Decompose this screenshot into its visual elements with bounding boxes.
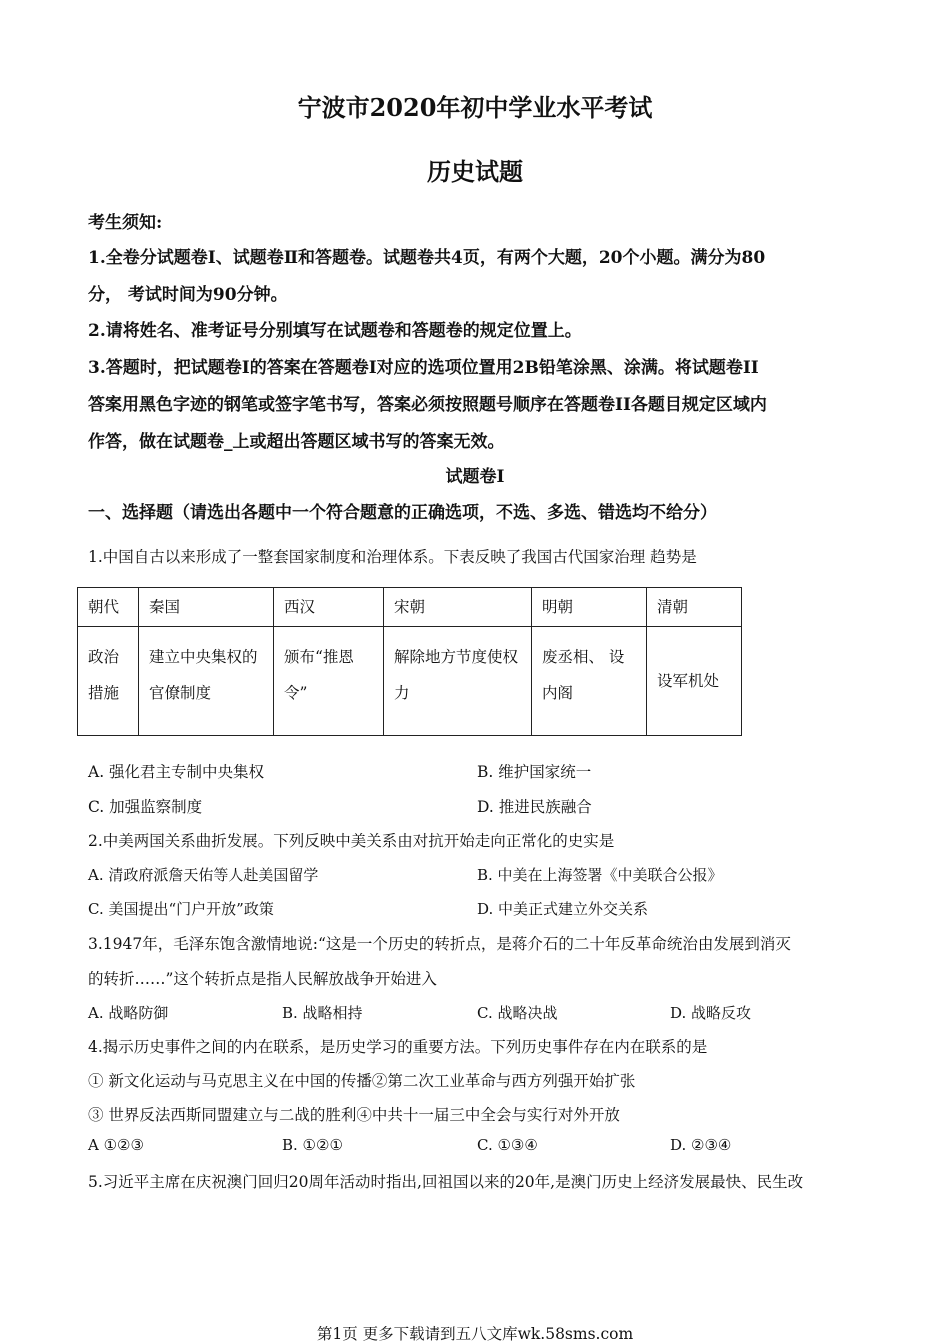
table-cell: 颁布“推恩令” — [274, 627, 384, 736]
q1-option-d[interactable]: D. 推进民族融合 — [477, 798, 592, 816]
notice-heading: 考生须知: — [88, 213, 163, 233]
q4-option-a[interactable]: A ①②③ — [88, 1136, 144, 1154]
q4-option-d[interactable]: D. ②③④ — [670, 1136, 732, 1154]
part-heading: 一、选择题（请选出各题中一个符合题意的正确选项，不选、多选、错选均不给分） — [88, 503, 717, 523]
q3-stem-b: 的转折……”这个转折点是指人民解放战争开始进入 — [88, 970, 437, 988]
q4-item-a: ① 新文化运动与马克思主义在中国的传播②第二次工业革命与西方列强开始扩张 — [88, 1072, 636, 1090]
q2-option-c[interactable]: C. 美国提出“门户开放”政策 — [88, 900, 274, 918]
page-title: 宁波市2020年初中学业水平考试 — [297, 93, 653, 122]
q3-option-b[interactable]: B. 战略相持 — [282, 1004, 363, 1022]
q3-stem-a: 3.1947年，毛泽东饱含激情地说:“这是一个历史的转折点，是蒋介石的二十年反革命统治由发展到消灭 — [88, 935, 791, 953]
notice-line-2: 2.请将姓名、准考证号分别填写在试题卷和答题卷的规定位置上。 — [88, 321, 582, 341]
q1-stem: 1.中国自古以来形成了一整套国家制度和治理体系。下表反映了我国古代国家治理 趋势是 — [88, 548, 697, 566]
page-subtitle: 历史试题 — [427, 157, 523, 186]
table-cell: 解除地方节度使权力 — [384, 627, 532, 736]
table-cell: 建立中央集权的官僚制度 — [139, 627, 274, 736]
q3-option-d[interactable]: D. 战略反攻 — [670, 1004, 752, 1022]
notice-line-1b: 分， 考试时间为90分钟。 — [88, 285, 288, 305]
q1-option-b[interactable]: B. 维护国家统一 — [477, 763, 592, 781]
q2-option-a[interactable]: A. 清政府派詹天佑等人赴美国留学 — [88, 866, 319, 884]
table-cell: 政治措施 — [78, 627, 139, 736]
q4-option-b[interactable]: B. ①②① — [282, 1136, 343, 1154]
table-row — [78, 588, 742, 627]
table-row — [78, 627, 742, 736]
q2-option-b[interactable]: B. 中美在上海签署《中美联合公报》 — [477, 866, 723, 884]
q4-option-c[interactable]: C. ①③④ — [477, 1136, 538, 1154]
q4-stem: 4.揭示历史事件之间的内在联系，是历史学习的重要方法。下列历史事件存在内在联系的是 — [88, 1038, 708, 1056]
table-cell: 朝代 — [78, 588, 139, 627]
q2-option-d[interactable]: D. 中美正式建立外交关系 — [477, 900, 649, 918]
table-cell: 秦国 — [139, 588, 274, 627]
dynasty-table — [77, 587, 742, 736]
notice-line-3b: 答案用黑色字迹的钢笔或签字笔书写，答案必须按照题号顺序在答题卷II各题目规定区域内 — [88, 395, 767, 415]
paper-label: 试题卷I — [445, 467, 505, 487]
table-cell: 清朝 — [647, 588, 742, 627]
table-cell: 宋朝 — [384, 588, 532, 627]
notice-line-3c: 作答，做在试题卷_上或超出答题区域书写的答案无效。 — [88, 432, 505, 452]
q2-stem: 2.中美两国关系曲折发展。下列反映中美关系由对抗开始走向正常化的史实是 — [88, 832, 615, 850]
q5-stem: 5.习近平主席在庆祝澳门回归20周年活动时指出,回祖国以来的20年,是澳门历史上经济发展最快、民生改 — [88, 1173, 804, 1191]
table-cell: 废丞相、 设内阁 — [532, 627, 647, 736]
notice-line-1a: 1.全卷分试题卷Ⅰ、试题卷Ⅱ和答题卷。试题卷共4页，有两个大题，20个小题。满分为80 — [88, 248, 766, 268]
q1-option-c[interactable]: C. 加强监察制度 — [88, 798, 203, 816]
notice-line-3a: 3.答题时，把试题卷I的答案在答题卷I对应的选项位置用2B铅笔涂黑、涂满。将试题卷II — [88, 358, 759, 378]
q4-item-b: ③ 世界反法西斯同盟建立与二战的胜利④中共十一届三中全会与实行对外开放 — [88, 1106, 620, 1124]
page-footer: 第1页 更多下载请到五八文库wk.58sms.com — [316, 1325, 634, 1343]
table-cell: 明朝 — [532, 588, 647, 627]
q1-option-a[interactable]: A. 强化君主专制中央集权 — [88, 763, 265, 781]
q3-option-c[interactable]: C. 战略决战 — [477, 1004, 558, 1022]
table-cell: 设军机处 — [647, 627, 742, 736]
q3-option-a[interactable]: A. 战略防御 — [88, 1004, 169, 1022]
table-cell: 西汉 — [274, 588, 384, 627]
